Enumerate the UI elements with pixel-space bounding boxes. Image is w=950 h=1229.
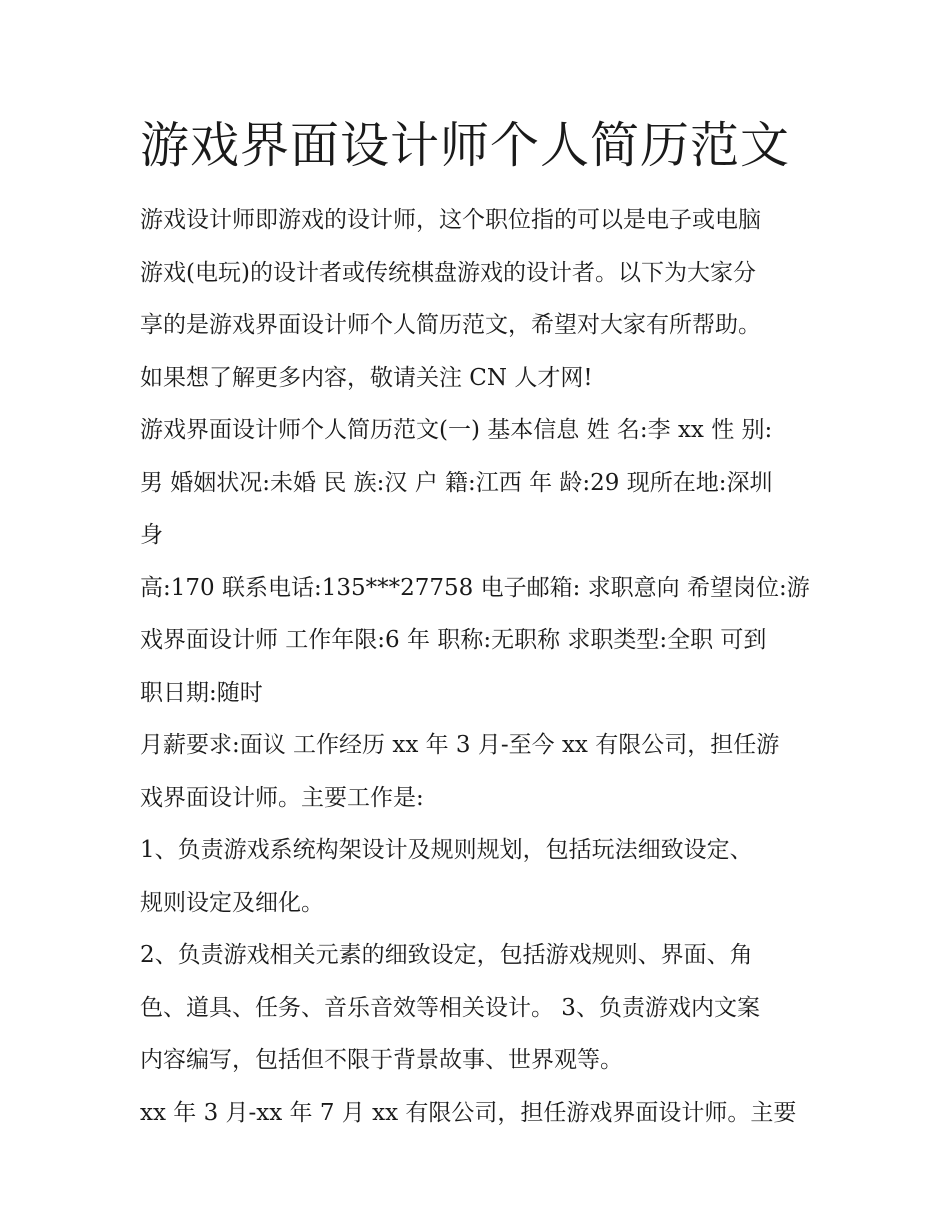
text-line: 享的是游戏界面设计师个人简历范文，希望对大家有所帮助。 bbox=[140, 312, 761, 338]
paragraph-intro bbox=[140, 194, 820, 404]
text-line: 规则设定及细化。 bbox=[140, 889, 324, 916]
paragraph-duty-2-3 bbox=[140, 929, 820, 1087]
paragraph-salary-and-experience bbox=[140, 719, 820, 824]
text-line: xx 年 3 月-xx 年 7 月 xx 有限公司，担任游戏界面设计师。主要 bbox=[140, 1099, 797, 1126]
paragraph-previous-job bbox=[140, 1087, 820, 1140]
paragraph-basic-info bbox=[140, 404, 820, 562]
text-line: 身 bbox=[140, 522, 163, 548]
text-line: 戏界面设计师 工作年限:6 年 职称:无职称 求职类型:全职 可到 bbox=[140, 627, 767, 653]
text-line: 游戏设计师即游戏的设计师，这个职位指的可以是电子或电脑 bbox=[140, 207, 761, 233]
text-line: 高:170 联系电话:135***27758 电子邮箱: 求职意向 希望岗位:游 bbox=[140, 574, 810, 601]
text-line: 月薪要求:面议 工作经历 xx 年 3 月-至今 xx 有限公司，担任游 bbox=[140, 732, 780, 758]
text-line: 游戏(电玩)的设计者或传统棋盘游戏的设计者。以下为大家分 bbox=[140, 259, 756, 286]
paragraph-duty-1 bbox=[140, 824, 820, 929]
text-line: 1、负责游戏系统构架设计及规则规划，包括玩法细致设定、 bbox=[140, 837, 753, 863]
text-line: 男 婚姻状况:未婚 民 族:汉 户 籍:江西 年 龄:29 现所在地:深圳 bbox=[140, 469, 773, 496]
text-line: 游戏界面设计师个人简历范文(一) 基本信息 姓 名:李 xx 性 别: bbox=[140, 417, 773, 443]
text-line: 职日期:随时 bbox=[140, 679, 263, 706]
text-line: 内容编写，包括但不限于背景故事、世界观等。 bbox=[140, 1047, 623, 1073]
document-page bbox=[140, 112, 820, 1139]
text-line: 色、道具、任务、音乐音效等相关设计。 3、负责游戏内文案 bbox=[140, 994, 760, 1021]
text-line: 2、负责游戏相关元素的细致设定，包括游戏规则、界面、角 bbox=[140, 942, 753, 968]
text-line: 戏界面设计师。主要工作是: bbox=[140, 784, 424, 811]
paragraph-contact-and-intent bbox=[140, 562, 820, 720]
text-line: 如果想了解更多内容，敬请关注 CN 人才网! bbox=[140, 364, 593, 391]
document-title: 游戏界面设计师个人简历范文 bbox=[140, 117, 791, 174]
